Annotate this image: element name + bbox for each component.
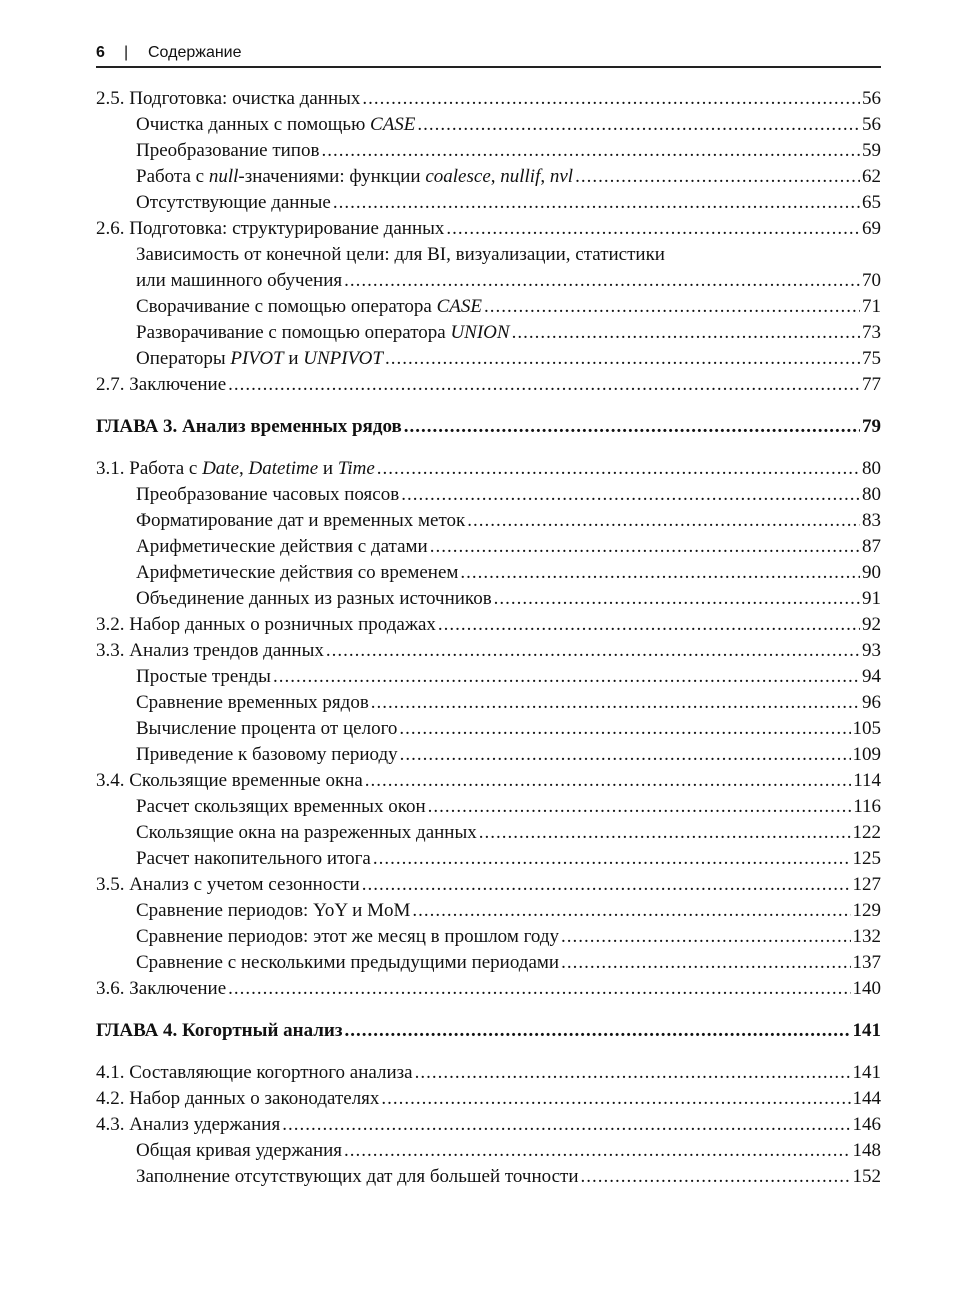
toc-entry[interactable]: Скользящие окна на разреженных данных ..... 122 — [96, 820, 881, 846]
toc-entry[interactable]: Сравнение с несколькими предыдущими периодами ..... 137 — [96, 950, 881, 976]
toc-entry[interactable]: 3.5. Анализ с учетом сезонности ..... 127 — [96, 872, 881, 898]
toc-entry[interactable]: Расчет скользящих временных окон ..... 116 — [96, 794, 881, 820]
toc-entry[interactable]: 3.6. Заключение ..... 140 — [96, 976, 881, 1002]
toc-entry[interactable]: Сравнение периодов: этот же месяц в прошлом году ..... 132 — [96, 924, 881, 950]
page-header — [96, 44, 881, 68]
toc-entry[interactable]: Расчет накопительного итога ..... 125 — [96, 846, 881, 872]
toc-entry[interactable]: 3.3. Анализ трендов данных ..... 93 — [96, 638, 881, 664]
toc-entry[interactable]: Объединение данных из разных источников ..... 91 — [96, 586, 881, 612]
toc-entry[interactable]: 2.5. Подготовка: очистка данных ..... 56 — [96, 86, 881, 112]
toc-entry[interactable]: Операторы PIVOT и UNPIVOT ..... 75 — [96, 346, 881, 372]
toc-entry[interactable]: 3.2. Набор данных о розничных продажах ..... 92 — [96, 612, 881, 638]
toc-entry[interactable]: 2.6. Подготовка: структурирование данных ..... 69 — [96, 216, 881, 242]
toc-entry-multiline[interactable]: Зависимость от конечной цели: для BI, визуализации, статистики или машинного обучения ..... 70 — [96, 242, 881, 294]
toc-entry[interactable]: 4.2. Набор данных о законодателях ..... 144 — [96, 1086, 881, 1112]
toc-entry[interactable]: Сравнение периодов: YoY и MoM ..... 129 — [96, 898, 881, 924]
toc-entry[interactable]: Работа с null-значениями: функции coalesce, nullif, nvl ..... 62 — [96, 164, 881, 190]
toc-entry[interactable]: Простые тренды ..... 94 — [96, 664, 881, 690]
toc-entry[interactable]: Очистка данных с помощью CASE ..... 56 — [96, 112, 881, 138]
toc-entry[interactable]: Общая кривая удержания ..... 148 — [96, 1138, 881, 1164]
toc-entry[interactable]: Заполнение отсутствующих дат для большей точности ..... 152 — [96, 1164, 881, 1190]
toc-chapter-4[interactable]: ГЛАВА 4. Когортный анализ ..... 141 — [96, 1018, 881, 1044]
toc-entry[interactable]: Арифметические действия со временем ..... 90 — [96, 560, 881, 586]
toc-entry[interactable]: Преобразование типов ..... 59 — [96, 138, 881, 164]
toc-entry[interactable]: Приведение к базовому периоду ..... 109 — [96, 742, 881, 768]
header-separator: | — [124, 44, 129, 61]
toc-chapter-3[interactable]: ГЛАВА 3. Анализ временных рядов ..... 79 — [96, 414, 881, 440]
toc-entry[interactable]: 4.1. Составляющие когортного анализа ..... 141 — [96, 1060, 881, 1086]
toc-entry[interactable]: 2.7. Заключение ..... 77 — [96, 372, 881, 398]
toc-entry[interactable]: Преобразование часовых поясов ..... 80 — [96, 482, 881, 508]
header-title: Содержание — [148, 44, 242, 61]
toc-entry[interactable]: 3.1. Работа с Date, Datetime и Time ..... 80 — [96, 456, 881, 482]
toc-entry[interactable]: Разворачивание с помощью оператора UNION ..... 73 — [96, 320, 881, 346]
table-of-contents — [96, 86, 881, 1190]
toc-entry[interactable]: Арифметические действия с датами ..... 87 — [96, 534, 881, 560]
toc-entry[interactable]: 4.3. Анализ удержания ..... 146 — [96, 1112, 881, 1138]
toc-entry[interactable]: Отсутствующие данные ..... 65 — [96, 190, 881, 216]
toc-entry[interactable]: Сворачивание с помощью оператора CASE ..... 71 — [96, 294, 881, 320]
toc-entry[interactable]: Сравнение временных рядов ..... 96 — [96, 690, 881, 716]
toc-entry[interactable]: Вычисление процента от целого ..... 105 — [96, 716, 881, 742]
toc-entry[interactable]: 3.4. Скользящие временные окна ..... 114 — [96, 768, 881, 794]
toc-entry[interactable]: Форматирование дат и временных меток ..... 83 — [96, 508, 881, 534]
page-number: 6 — [96, 44, 105, 61]
